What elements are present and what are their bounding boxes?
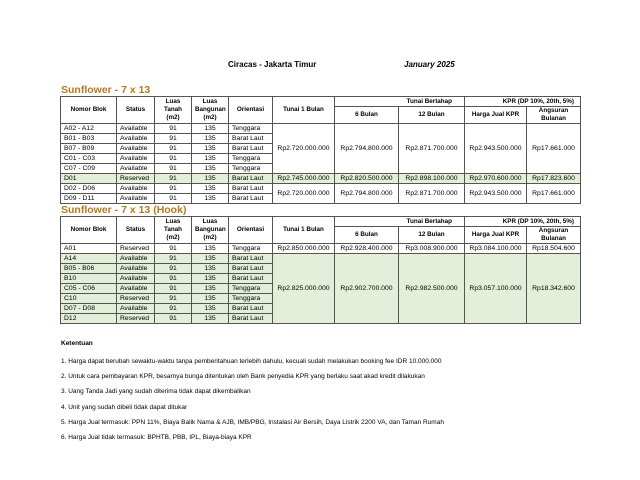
- price-table-section1: [60, 96, 581, 204]
- header-date: January 2025: [404, 60, 455, 69]
- cell-nomor-blok: C05 - C06: [61, 284, 117, 294]
- cell-tunai-1-bulan: Rp2.825.000.000: [273, 254, 335, 324]
- cell-nomor-blok: C07 - C09: [61, 164, 117, 174]
- cell-orientasi: Barat Laut: [229, 174, 273, 184]
- col-luas-tanah: Luas Tanah (m2): [155, 217, 192, 244]
- cell-luas-tanah: 91: [155, 124, 192, 134]
- cell-status: Reserved: [117, 174, 155, 184]
- header-location: Ciracas - Jakarta Timur: [228, 60, 317, 69]
- cell-luas-bangunan: 135: [192, 144, 229, 154]
- col-6-bulan: 6 Bulan: [335, 107, 399, 124]
- cell-luas-tanah: 91: [155, 294, 192, 304]
- cell-tunai-1-bulan: Rp2.850.000.000: [273, 244, 335, 254]
- cell-6-bulan: Rp2.902.700.000: [335, 254, 399, 324]
- table-row: [61, 254, 581, 264]
- col-kpr: KPR (DP 10%, 20th, 5%): [465, 97, 581, 107]
- col-angsuran-bulanan: Angsuran Bulanan: [527, 227, 581, 244]
- cell-orientasi: Barat Laut: [229, 144, 273, 154]
- price-table-section2: [60, 216, 581, 324]
- cell-6-bulan: Rp2.794.800.000: [335, 124, 399, 174]
- cell-luas-bangunan: 135: [192, 264, 229, 274]
- col-tunai-1-bulan: Tunai 1 Bulan: [273, 217, 335, 244]
- cell-tunai-1-bulan: Rp2.720.000.000: [273, 184, 335, 204]
- cell-nomor-blok: B07 - B09: [61, 144, 117, 154]
- col-tunai-bertahap: Tunai Bertahap: [335, 217, 465, 227]
- cell-nomor-blok: C10: [61, 294, 117, 304]
- cell-harga-jual-kpr: Rp2.970.600.000: [465, 174, 527, 184]
- terms-item: 3. Uang Tanda Jadi yang sudah diterima tidak dapat dikembalikan: [61, 388, 251, 396]
- col-tunai-bertahap: Tunai Bertahap: [335, 97, 465, 107]
- section1-title: Sunflower - 7 x 13: [61, 84, 151, 96]
- cell-tunai-1-bulan: Rp2.745.000.000: [273, 174, 335, 184]
- cell-orientasi: Barat Laut: [229, 254, 273, 264]
- col-status: Status: [117, 97, 155, 124]
- cell-luas-tanah: 91: [155, 194, 192, 204]
- cell-harga-jual-kpr: Rp2.943.500.000: [465, 124, 527, 174]
- cell-nomor-blok: A02 - A12: [61, 124, 117, 134]
- cell-nomor-blok: D09 - D11: [61, 194, 117, 204]
- table-row: [61, 184, 581, 194]
- cell-luas-tanah: 91: [155, 144, 192, 154]
- cell-angsuran-bulanan: Rp17.823.600: [527, 174, 581, 184]
- cell-12-bulan: Rp3.008.900.000: [399, 244, 465, 254]
- cell-nomor-blok: B10: [61, 274, 117, 284]
- col-luas-bangunan: Luas Bangunan (m2): [192, 97, 229, 124]
- cell-orientasi: Tenggara: [229, 284, 273, 294]
- cell-nomor-blok: C01 - C03: [61, 154, 117, 164]
- cell-6-bulan: Rp2.794.800.000: [335, 184, 399, 204]
- cell-luas-bangunan: 135: [192, 294, 229, 304]
- col-tunai-1-bulan: Tunai 1 Bulan: [273, 97, 335, 124]
- cell-orientasi: Tenggara: [229, 154, 273, 164]
- cell-orientasi: Barat Laut: [229, 134, 273, 144]
- section2-title: Sunflower - 7 x 13 (Hook): [61, 204, 187, 216]
- cell-luas-bangunan: 135: [192, 194, 229, 204]
- cell-luas-tanah: 91: [155, 274, 192, 284]
- col-luas-tanah: Luas Tanah (m2): [155, 97, 192, 124]
- cell-12-bulan: Rp2.898.100.000: [399, 174, 465, 184]
- col-status: Status: [117, 217, 155, 244]
- col-12-bulan: 12 Bulan: [399, 107, 465, 124]
- col-12-bulan: 12 Bulan: [399, 227, 465, 244]
- cell-luas-bangunan: 135: [192, 254, 229, 264]
- cell-tunai-1-bulan: Rp2.720.000.000: [273, 124, 335, 174]
- cell-12-bulan: Rp2.982.500.000: [399, 254, 465, 324]
- col-6-bulan: 6 Bulan: [335, 227, 399, 244]
- cell-nomor-blok: B05 - B06: [61, 264, 117, 274]
- cell-orientasi: Tenggara: [229, 294, 273, 304]
- cell-nomor-blok: A14: [61, 254, 117, 264]
- cell-luas-tanah: 91: [155, 154, 192, 164]
- terms-title: Ketentuan: [61, 340, 93, 347]
- cell-status: Available: [117, 264, 155, 274]
- cell-orientasi: Barat Laut: [229, 274, 273, 284]
- cell-orientasi: Barat Laut: [229, 304, 273, 314]
- cell-harga-jual-kpr: Rp3.057.100.000: [465, 254, 527, 324]
- cell-status: Available: [117, 284, 155, 294]
- col-harga-jual-kpr: Harga Jual KPR: [465, 227, 527, 244]
- terms-item: 4. Unit yang sudah dibeli tidak dapat ditukar: [61, 403, 188, 411]
- terms-item: 2. Untuk cara pembayaran KPR, besarnya bunga ditentukan oleh Bank penyedia KPR yang berlaku saat akad kredit dilakukan: [61, 373, 425, 381]
- cell-nomor-blok: D07 - D08: [61, 304, 117, 314]
- cell-luas-bangunan: 135: [192, 184, 229, 194]
- cell-orientasi: Barat Laut: [229, 314, 273, 324]
- cell-12-bulan: Rp2.871.700.000: [399, 184, 465, 204]
- cell-luas-tanah: 91: [155, 254, 192, 264]
- terms-item: 5. Harga Jual termasuk: PPN 11%, Biaya Balik Nama & AJB, IMB/PBG, Instalasi Air Bersih, Daya Listrik 2200 VA, dan Taman Rumah: [61, 418, 444, 426]
- table-row: [61, 174, 581, 184]
- cell-orientasi: Barat Laut: [229, 184, 273, 194]
- col-nomor-blok: Nomor Blok: [61, 97, 117, 124]
- cell-status: Available: [117, 274, 155, 284]
- col-harga-jual-kpr: Harga Jual KPR: [465, 107, 527, 124]
- col-orientasi: Orientasi: [229, 97, 273, 124]
- cell-luas-tanah: 91: [155, 174, 192, 184]
- cell-6-bulan: Rp2.820.500.000: [335, 174, 399, 184]
- cell-luas-bangunan: 135: [192, 244, 229, 254]
- cell-status: Available: [117, 254, 155, 264]
- cell-luas-bangunan: 135: [192, 174, 229, 184]
- table-row: [61, 244, 581, 254]
- cell-luas-tanah: 91: [155, 184, 192, 194]
- cell-luas-bangunan: 135: [192, 164, 229, 174]
- cell-angsuran-bulanan: Rp17.661.000: [527, 124, 581, 174]
- col-orientasi: Orientasi: [229, 217, 273, 244]
- cell-6-bulan: Rp2.928.400.000: [335, 244, 399, 254]
- cell-luas-tanah: 91: [155, 134, 192, 144]
- cell-status: Available: [117, 194, 155, 204]
- cell-status: Available: [117, 164, 155, 174]
- cell-luas-bangunan: 135: [192, 124, 229, 134]
- cell-luas-tanah: 91: [155, 264, 192, 274]
- cell-orientasi: Tenggara: [229, 164, 273, 174]
- col-angsuran-bulanan: Angsuran Bulanan: [527, 107, 581, 124]
- cell-12-bulan: Rp2.871.700.000: [399, 124, 465, 174]
- cell-angsuran-bulanan: Rp17.661.000: [527, 184, 581, 204]
- cell-luas-bangunan: 135: [192, 274, 229, 284]
- cell-status: Available: [117, 144, 155, 154]
- cell-orientasi: Tenggara: [229, 244, 273, 254]
- terms-item: 6. Harga Jual tidak termasuk: BPHTB, PBB, IPL, Biaya-biaya KPR: [61, 433, 252, 441]
- cell-harga-jual-kpr: Rp2.943.500.000: [465, 184, 527, 204]
- cell-status: Available: [117, 134, 155, 144]
- cell-luas-tanah: 91: [155, 164, 192, 174]
- cell-status: Available: [117, 154, 155, 164]
- cell-orientasi: Barat Laut: [229, 264, 273, 274]
- cell-luas-tanah: 91: [155, 284, 192, 294]
- cell-harga-jual-kpr: Rp3.084.100.000: [465, 244, 527, 254]
- cell-status: Available: [117, 304, 155, 314]
- cell-nomor-blok: B01 - B03: [61, 134, 117, 144]
- cell-status: Available: [117, 184, 155, 194]
- cell-luas-tanah: 91: [155, 314, 192, 324]
- col-nomor-blok: Nomor Blok: [61, 217, 117, 244]
- cell-luas-tanah: 91: [155, 304, 192, 314]
- terms-section: [61, 340, 621, 449]
- cell-orientasi: Barat Laut: [229, 194, 273, 204]
- cell-status: Available: [117, 124, 155, 134]
- cell-nomor-blok: D01: [61, 174, 117, 184]
- cell-nomor-blok: A01: [61, 244, 117, 254]
- cell-orientasi: Tenggara: [229, 124, 273, 134]
- cell-nomor-blok: D12: [61, 314, 117, 324]
- cell-status: Reserved: [117, 314, 155, 324]
- cell-luas-bangunan: 135: [192, 304, 229, 314]
- cell-status: Reserved: [117, 294, 155, 304]
- col-luas-bangunan: Luas Bangunan (m2): [192, 217, 229, 244]
- cell-status: Reserved: [117, 244, 155, 254]
- col-kpr: KPR (DP 10%, 20th, 5%): [465, 217, 581, 227]
- cell-luas-bangunan: 135: [192, 314, 229, 324]
- terms-item: 1. Harga dapat berubah sewaktu-waktu tanpa pemberitahuan terlebih dahulu, kecuali sudah melakukan booking fee IDR 10.000.000: [61, 358, 442, 365]
- table-row: [61, 124, 581, 134]
- cell-luas-tanah: 91: [155, 244, 192, 254]
- cell-luas-bangunan: 135: [192, 134, 229, 144]
- cell-luas-bangunan: 135: [192, 284, 229, 294]
- cell-luas-bangunan: 135: [192, 154, 229, 164]
- cell-angsuran-bulanan: Rp18.504.600: [527, 244, 581, 254]
- cell-nomor-blok: D02 - D06: [61, 184, 117, 194]
- cell-angsuran-bulanan: Rp18.342.600: [527, 254, 581, 324]
